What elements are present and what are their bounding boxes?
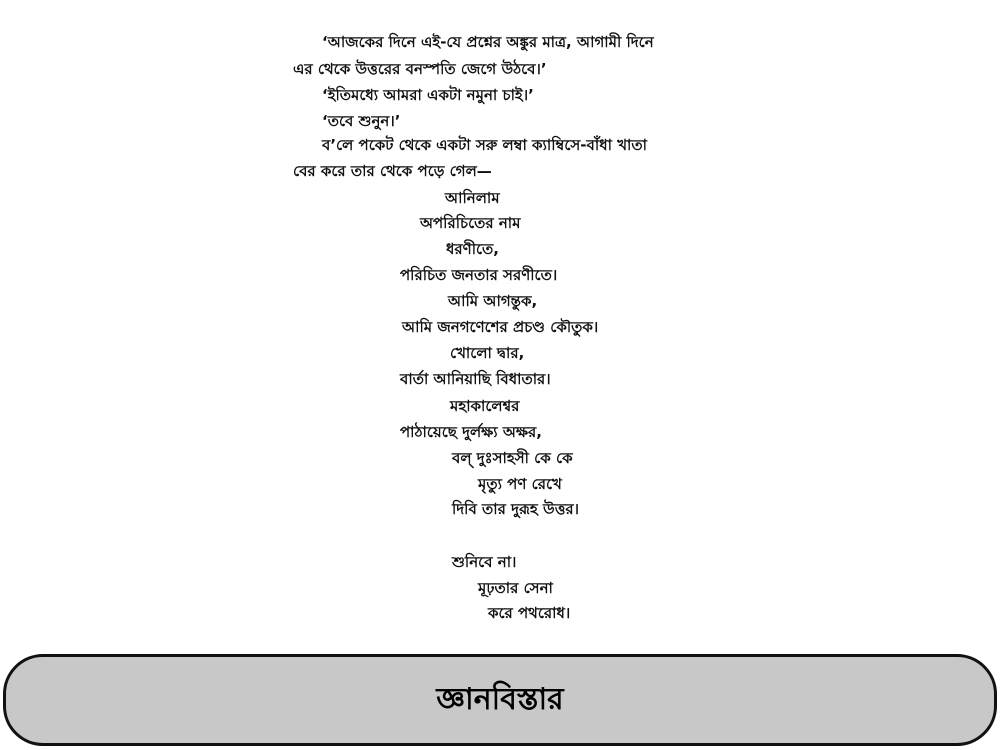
text-line: ‘তবে শুনুন।’ bbox=[322, 112, 401, 130]
poem-line: ধরণীতে, bbox=[446, 240, 499, 258]
poem-line: পরিচিত জনতার সরণীতে। bbox=[400, 266, 558, 284]
poem-line: আমি জনগণেশের প্রচণ্ড কৌতুক। bbox=[402, 318, 599, 336]
text-line: ‘ইতিমধ্যে আমরা একটা নমুনা চাই।’ bbox=[322, 86, 534, 104]
poem-line: আমি আগন্তুক, bbox=[448, 292, 538, 310]
poem-line: বল্ দুঃসাহসী কে কে bbox=[452, 449, 573, 467]
text-line: ব’লে পকেট থেকে একটা সরু লম্বা ক্যাম্বিসে-বাঁধা খাতা bbox=[322, 136, 648, 154]
text-line: এর থেকে উত্তরের বনস্পতি জেগে উঠবে।’ bbox=[293, 60, 547, 78]
poem-line: দিবি তার দুরূহ উত্তর। bbox=[452, 500, 580, 518]
poem-line: মূঢ়তার সেনা bbox=[478, 579, 553, 597]
banner-title: জ্ঞানবিস্তার bbox=[436, 681, 564, 717]
poem-line: মহাকালেশ্বর bbox=[450, 397, 520, 415]
poem-line: করে পথরোধ। bbox=[488, 604, 571, 622]
poem-line: অপরিচিতের নাম bbox=[420, 214, 521, 232]
poem-line: খোলো দ্বার, bbox=[450, 344, 525, 362]
caption-banner bbox=[3, 654, 997, 746]
text-line: বের করে তার থেকে পড়ে গেল— bbox=[293, 162, 492, 180]
poem-line: মৃত্যু পণ রেখে bbox=[478, 475, 562, 493]
poem-line: আনিলাম bbox=[445, 189, 500, 207]
poem-line: পাঠায়েছে দুর্লক্ষ্য অক্ষর, bbox=[400, 423, 542, 441]
poem-line: শুনিবে না। bbox=[452, 553, 517, 571]
poem-line: বার্তা আনিয়াছি বিধাতার। bbox=[400, 370, 551, 388]
text-line: ‘আজকের দিনে এই-যে প্রশ্নের অঙ্কুর মাত্র, আগামী দিনে bbox=[322, 33, 654, 51]
